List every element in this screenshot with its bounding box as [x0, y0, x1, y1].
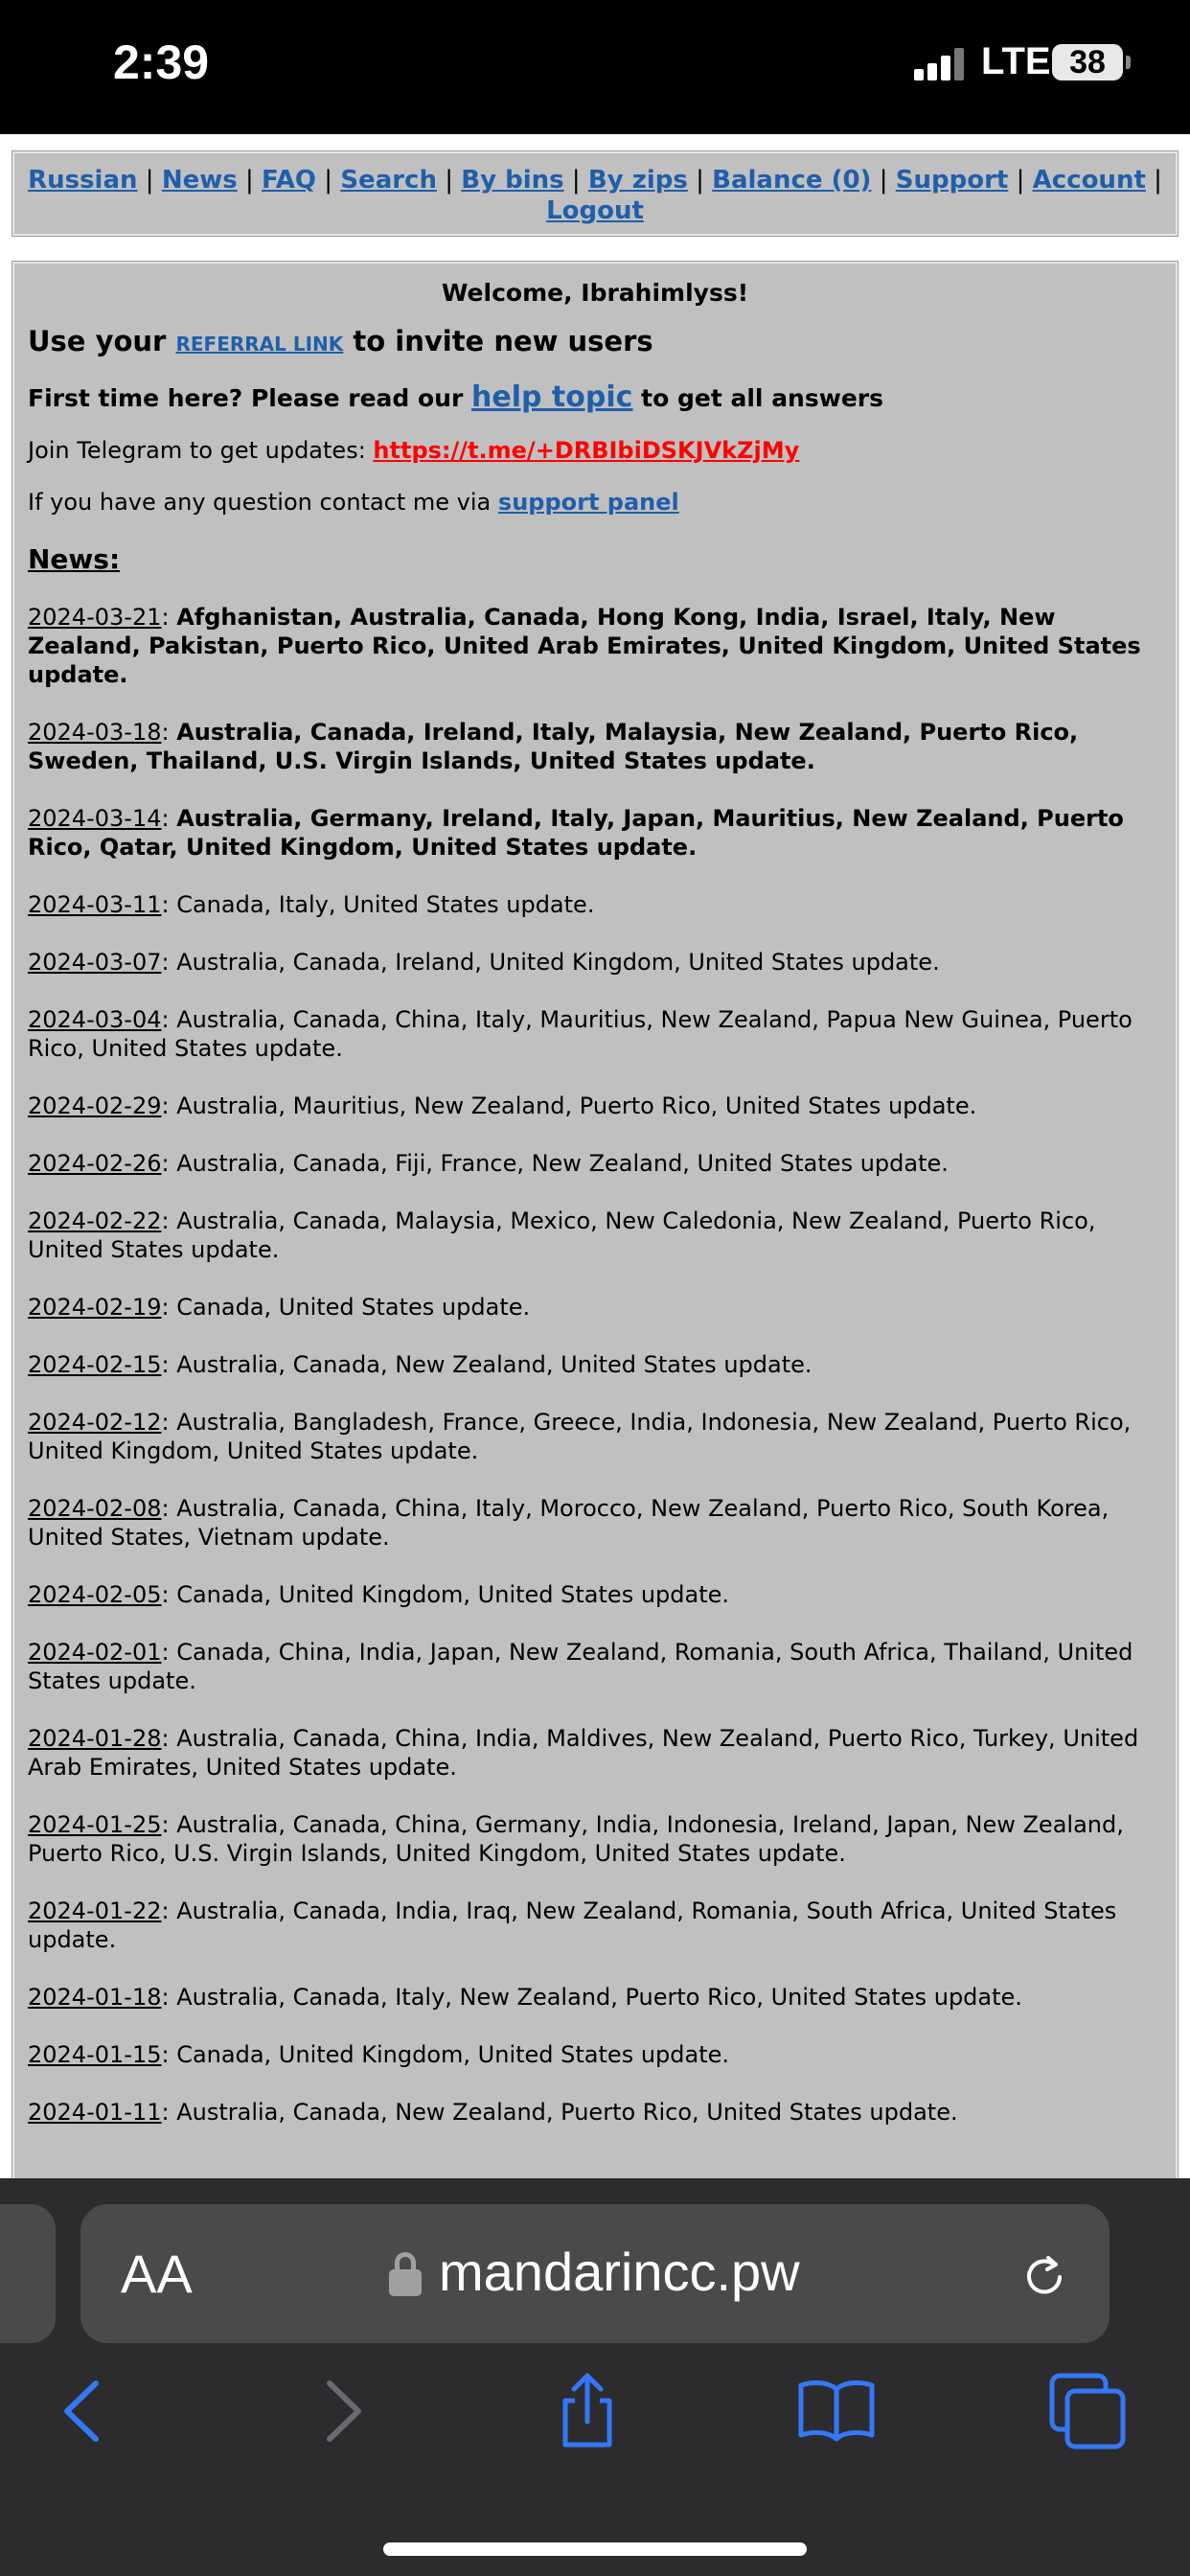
news-text: Australia, Canada, China, India, Maldives, New Zealand, Puerto Rico, Turkey, United Arab Emirates, United States update. — [28, 1725, 1139, 1781]
news-date: 2024-01-15 — [28, 2041, 162, 2068]
nav-by-bins[interactable]: By bins — [461, 166, 564, 195]
cellular-signal-icon — [914, 46, 968, 80]
battery-icon: 38 — [1052, 44, 1123, 80]
news-text: Afghanistan, Australia, Canada, Hong Kong, India, Israel, Italy, New Zealand, Pakistan, Puerto Rico, United Arab Emirates, United Kingdom, United States update. — [28, 604, 1141, 688]
telegram-prefix: Join Telegram to get updates: — [28, 437, 366, 464]
news-text: Australia, Mauritius, New Zealand, Puerto Rico, United States update. — [176, 1092, 977, 1119]
news-item — [28, 1092, 1162, 1120]
top-navigation — [12, 151, 1178, 236]
news-item — [28, 1810, 1162, 1868]
contact-prefix: If you have any question contact me via — [28, 489, 492, 516]
nav-by-zips[interactable]: By zips — [587, 166, 688, 195]
news-text: Australia, Canada, Italy, New Zealand, Puerto Rico, United States update. — [176, 1984, 1022, 2011]
text-size-label: AA — [121, 2243, 193, 2304]
news-colon: : — [161, 1639, 177, 1666]
first-time-line — [28, 380, 1162, 414]
news-item — [28, 2098, 1162, 2127]
first-time-suffix: to get all answers — [641, 384, 883, 412]
status-time: 2:39 — [113, 35, 210, 89]
news-colon: : — [161, 2041, 177, 2068]
news-colon: : — [161, 719, 177, 746]
telegram-link[interactable]: https://t.me/+DRBIbiDSKJVkZjMy — [373, 437, 800, 464]
nav-faq[interactable]: FAQ — [262, 166, 317, 195]
news-text: Canada, United Kingdom, United States update. — [176, 1581, 730, 1608]
news-text: Australia, Canada, New Zealand, United States update. — [176, 1351, 812, 1378]
news-date: 2024-02-22 — [28, 1208, 162, 1234]
news-item — [28, 1293, 1162, 1322]
nav-separator: | — [145, 166, 154, 195]
news-item — [28, 1638, 1162, 1695]
back-icon[interactable] — [42, 2368, 128, 2454]
news-text: Australia, Canada, Malaysia, Mexico, New Caledonia, New Zealand, Puerto Rico, United States update. — [28, 1208, 1096, 1263]
previous-tab-preview[interactable] — [0, 2204, 56, 2343]
news-colon: : — [161, 949, 177, 976]
news-colon: : — [161, 891, 177, 918]
news-date: 2024-02-12 — [28, 1409, 162, 1436]
news-colon: : — [161, 1294, 177, 1321]
news-item — [28, 1350, 1162, 1379]
news-text: Australia, Canada, China, Italy, Morocco, New Zealand, Puerto Rico, South Korea, United States, Vietnam update. — [28, 1495, 1110, 1551]
nav-separator: | — [445, 166, 454, 195]
news-date: 2024-02-01 — [28, 1639, 162, 1666]
news-colon: : — [161, 604, 177, 631]
news-colon: : — [161, 1495, 177, 1522]
news-text: Canada, China, India, Japan, New Zealand, Romania, South Africa, Thailand, United States update. — [28, 1639, 1133, 1694]
nav-news[interactable]: News — [161, 166, 238, 195]
nav-logout[interactable]: Logout — [546, 196, 644, 225]
news-list — [28, 603, 1162, 2127]
bookmarks-icon[interactable] — [793, 2368, 880, 2454]
news-colon: : — [161, 2099, 177, 2126]
referral-line — [28, 327, 1162, 358]
news-colon: : — [161, 1150, 177, 1177]
nav-separator: | — [696, 166, 704, 195]
news-item — [28, 1724, 1162, 1782]
support-panel-link[interactable]: support panel — [497, 489, 679, 516]
news-item — [28, 804, 1162, 862]
news-colon: : — [161, 1725, 177, 1752]
news-date: 2024-02-26 — [28, 1150, 162, 1177]
nav-separator: | — [324, 166, 333, 195]
share-icon[interactable] — [544, 2368, 630, 2454]
battery-nub — [1126, 56, 1131, 69]
news-text: Australia, Canada, Ireland, United Kingdom, United States update. — [176, 949, 940, 976]
news-date: 2024-02-08 — [28, 1495, 162, 1522]
status-bar — [0, 0, 1190, 134]
news-item — [28, 1983, 1162, 2012]
referral-link[interactable]: REFERRAL LINK — [175, 333, 344, 356]
news-date: 2024-01-28 — [28, 1725, 162, 1752]
news-colon: : — [161, 1092, 177, 1119]
web-page — [0, 134, 1190, 2178]
news-date: 2024-02-15 — [28, 1351, 162, 1378]
contact-line — [28, 488, 1162, 517]
news-text: Australia, Canada, New Zealand, Puerto Rico, United States update. — [176, 2099, 958, 2126]
tabs-icon[interactable] — [1044, 2368, 1131, 2454]
news-colon: : — [161, 1811, 177, 1838]
news-colon: : — [161, 1351, 177, 1378]
nav-support[interactable]: Support — [895, 166, 1009, 195]
news-text: Australia, Germany, Ireland, Italy, Japan, Mauritius, New Zealand, Puerto Rico, Qatar, United Kingdom, United States update. — [28, 805, 1124, 861]
news-text: Australia, Canada, Ireland, Italy, Malaysia, New Zealand, Puerto Rico, Sweden, Thailand, U.S. Virgin Islands, United States update. — [28, 719, 1079, 774]
news-text: Canada, United States update. — [176, 1294, 531, 1321]
home-indicator — [383, 2542, 807, 2556]
news-item — [28, 1207, 1162, 1264]
nav-separator: | — [1016, 166, 1025, 195]
nav-separator: | — [571, 166, 581, 195]
news-item — [28, 1005, 1162, 1063]
telegram-line — [28, 436, 1162, 465]
news-colon: : — [161, 1409, 177, 1436]
news-item — [28, 890, 1162, 919]
news-heading: News: — [28, 543, 121, 575]
text-size-button[interactable] — [121, 2242, 193, 2305]
news-item — [28, 1580, 1162, 1609]
news-date: 2024-01-25 — [28, 1811, 162, 1838]
news-colon: : — [161, 1208, 177, 1234]
news-text: Australia, Canada, China, Germany, India, Indonesia, Ireland, Japan, New Zealand, Puerto Rico, U.S. Virgin Islands, United Kingdom, United States update. — [28, 1811, 1124, 1867]
news-item — [28, 1408, 1162, 1465]
news-text: Australia, Canada, China, Italy, Mauritius, New Zealand, Papua New Guinea, Puerto Rico, United States update. — [28, 1006, 1133, 1062]
news-text: Canada, Italy, United States update. — [176, 891, 595, 918]
news-date: 2024-01-22 — [28, 1898, 162, 1924]
news-colon: : — [161, 1898, 177, 1924]
welcome-message: Welcome, Ibrahimlyss! — [441, 279, 749, 307]
news-colon: : — [161, 1006, 177, 1033]
forward-icon[interactable] — [297, 2368, 383, 2454]
address-bar[interactable] — [80, 2204, 1110, 2343]
nav-russian[interactable]: Russian — [28, 166, 138, 195]
browser-chrome — [0, 2178, 1190, 2576]
news-date: 2024-01-18 — [28, 1984, 162, 2011]
news-item — [28, 1494, 1162, 1552]
first-time-prefix: First time here? Please read our — [28, 384, 464, 412]
news-item — [28, 603, 1162, 689]
news-date: 2024-02-29 — [28, 1092, 162, 1119]
referral-suffix: to invite new users — [353, 325, 653, 357]
news-date: 2024-03-11 — [28, 891, 162, 918]
news-item — [28, 1149, 1162, 1178]
network-type: LTE — [981, 40, 1051, 82]
news-text: Australia, Bangladesh, France, Greece, India, Indonesia, New Zealand, Puerto Rico, United Kingdom, United States update. — [28, 1409, 1132, 1464]
news-item — [28, 718, 1162, 775]
nav-separator: | — [879, 166, 888, 195]
main-content — [12, 262, 1178, 2178]
news-text: Canada, United Kingdom, United States update. — [176, 2041, 730, 2068]
news-date: 2024-03-14 — [28, 805, 162, 832]
nav-separator: | — [1154, 166, 1162, 195]
news-date: 2024-03-18 — [28, 719, 162, 746]
news-item — [28, 2040, 1162, 2069]
referral-prefix: Use your — [28, 325, 167, 357]
reload-icon[interactable] — [1018, 2248, 1071, 2302]
address-domain[interactable]: mandarincc.pw — [439, 2242, 800, 2302]
news-text: Australia, Canada, India, Iraq, New Zealand, Romania, South Africa, United States update. — [28, 1898, 1117, 1953]
news-item — [28, 1897, 1162, 1954]
news-date: 2024-01-11 — [28, 2099, 162, 2126]
news-colon: : — [161, 1984, 177, 2011]
news-date: 2024-03-21 — [28, 604, 162, 631]
nav-search[interactable]: Search — [340, 166, 437, 195]
news-item — [28, 948, 1162, 977]
news-colon: : — [161, 1581, 177, 1608]
news-date: 2024-02-05 — [28, 1581, 162, 1608]
lock-icon — [389, 2252, 422, 2296]
nav-account[interactable]: Account — [1032, 166, 1146, 195]
news-date: 2024-03-04 — [28, 1006, 162, 1033]
help-topic-link[interactable]: help topic — [471, 380, 633, 414]
news-date: 2024-03-07 — [28, 949, 162, 976]
nav-balance[interactable]: Balance (0) — [712, 166, 872, 195]
news-date: 2024-02-19 — [28, 1294, 162, 1321]
news-colon: : — [161, 805, 177, 832]
nav-separator: | — [244, 166, 254, 195]
news-text: Australia, Canada, Fiji, France, New Zealand, United States update. — [176, 1150, 949, 1177]
